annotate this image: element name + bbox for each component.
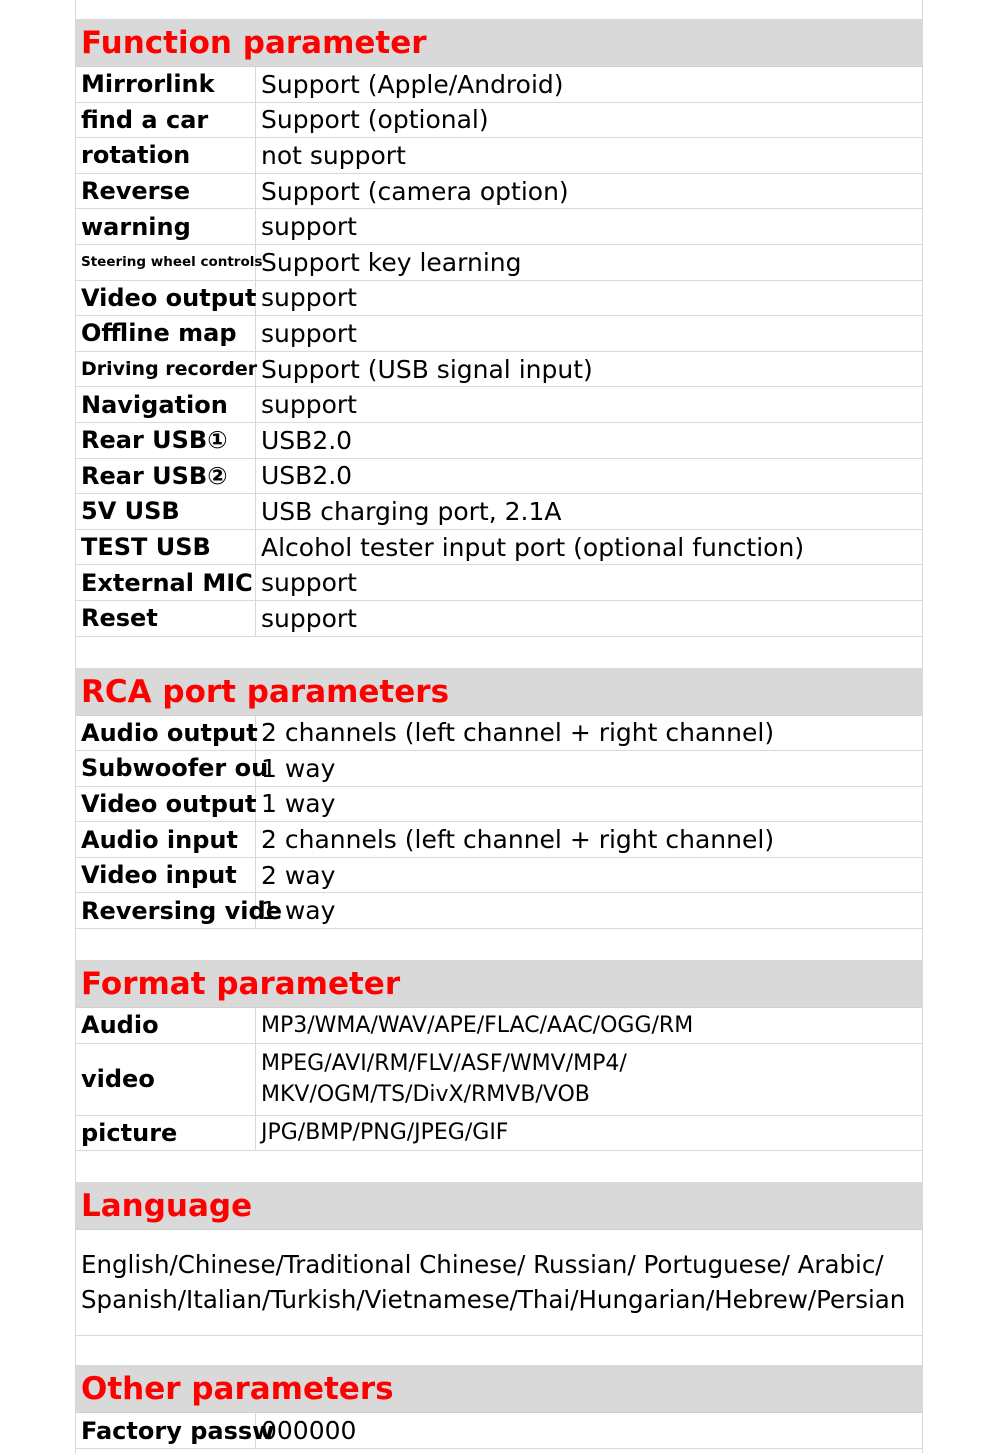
table-row: [76, 423, 922, 459]
table-row: [76, 494, 922, 530]
table-row: [76, 387, 922, 423]
row-value: 1 way: [261, 753, 336, 783]
row-label: Rear USB①: [76, 423, 256, 458]
row-label: video: [76, 1044, 256, 1115]
row-label: Video input: [76, 858, 256, 893]
language-line: Spanish/Italian/Turkish/Vietnamese/Thai/Hungarian/Hebrew/Persian: [81, 1285, 906, 1315]
row-value-line: MPEG/AVI/RM/FLV/ASF/WMV/MP4/: [261, 1051, 627, 1077]
table-row: [76, 245, 922, 281]
table-row: [76, 565, 922, 601]
table-row: [76, 174, 922, 210]
row-value: MP3/WMA/WAV/APE/FLAC/AAC/OGG/RM: [261, 1012, 694, 1038]
row-label: warning: [76, 209, 256, 244]
table-row: [76, 751, 922, 787]
spacer: [76, 637, 922, 669]
row-value: Support key learning: [261, 247, 522, 277]
row-label: Video output: [76, 281, 256, 316]
section-title-language: Language: [76, 1183, 922, 1230]
table-row: [76, 822, 922, 858]
row-value: USB2.0: [261, 461, 353, 491]
row-value: 000000: [261, 1416, 357, 1446]
row-label: Audio input: [76, 822, 256, 857]
spacer: [76, 1151, 922, 1183]
row-label: Video output: [76, 787, 256, 822]
row-label: Rear USB②: [76, 459, 256, 494]
spacer: [76, 1336, 922, 1366]
row-value: USB2.0: [261, 425, 353, 455]
row-label: find a car: [76, 103, 256, 138]
table-row: [76, 893, 922, 929]
row-label: Audio: [76, 1008, 256, 1043]
row-value: support: [261, 568, 357, 598]
row-value: JPG/BMP/PNG/JPEG/GIF: [261, 1120, 509, 1146]
language-line: English/Chinese/Traditional Chinese/ Russian/ Portuguese/ Arabic/: [81, 1250, 884, 1280]
row-value: support: [261, 318, 357, 348]
row-value: Support (optional): [261, 105, 489, 135]
row-value: [256, 1048, 627, 1110]
row-value: support: [261, 603, 357, 633]
table-row: [76, 1044, 922, 1116]
table-row: [76, 787, 922, 823]
table-row: [76, 858, 922, 894]
table-row: [76, 716, 922, 752]
section-title-function: Function parameter: [76, 20, 922, 67]
spec-sheet: [75, 0, 923, 1453]
row-label: Audio output: [76, 716, 256, 751]
table-row: [76, 459, 922, 495]
row-label: Reset: [76, 601, 256, 636]
table-row: [76, 209, 922, 245]
row-value: 1 way: [261, 789, 336, 819]
language-list: [76, 1230, 922, 1336]
row-value: USB charging port, 2.1A: [261, 496, 562, 526]
table-row: [76, 601, 922, 637]
table-row: [76, 1413, 922, 1449]
row-value-line: MKV/OGM/TS/DivX/RMVB/VOB: [261, 1082, 590, 1108]
row-label: rotation: [76, 138, 256, 173]
row-value: support: [261, 212, 357, 242]
row-value: support: [261, 283, 357, 313]
row-label: Factory passw: [76, 1413, 256, 1448]
table-row: [76, 316, 922, 352]
table-row: [76, 530, 922, 566]
spacer: [76, 0, 922, 20]
row-value: 1 way: [261, 896, 336, 926]
table-row: [76, 1008, 922, 1044]
row-label: Navigation: [76, 387, 256, 422]
table-row: [76, 281, 922, 317]
row-value: Support (Apple/Android): [261, 69, 564, 99]
row-value: 2 channels (left channel + right channel): [261, 825, 775, 855]
row-label: Steering wheel controls: [76, 245, 256, 280]
section-title-other: Other parameters: [76, 1366, 922, 1413]
row-label: 5V USB: [76, 494, 256, 529]
row-value: 2 channels (left channel + right channel): [261, 718, 775, 748]
row-value: Alcohol tester input port (optional function): [261, 532, 805, 562]
table-row: [76, 1116, 922, 1152]
row-label: Reversing vide: [76, 893, 256, 928]
row-label: Offline map: [76, 316, 256, 351]
section-title-rca: RCA port parameters: [76, 669, 922, 716]
row-label: Reverse: [76, 174, 256, 209]
row-label: TEST USB: [76, 530, 256, 565]
table-row: [76, 138, 922, 174]
row-label: Mirrorlink: [76, 67, 256, 102]
row-label: picture: [76, 1116, 256, 1151]
table-row: [76, 352, 922, 388]
row-value: Support (USB signal input): [261, 354, 593, 384]
section-title-format: Format parameter: [76, 961, 922, 1008]
table-row: [76, 103, 922, 139]
row-value: support: [261, 390, 357, 420]
row-value: 2 way: [261, 860, 336, 890]
row-label: External MIC: [76, 565, 256, 600]
row-label: Subwoofer ou: [76, 751, 256, 786]
row-value: not support: [261, 140, 406, 170]
spacer: [76, 929, 922, 961]
table-row: [76, 67, 922, 103]
row-label: Driving recorder: [76, 352, 256, 387]
row-value: Support (camera option): [261, 176, 569, 206]
